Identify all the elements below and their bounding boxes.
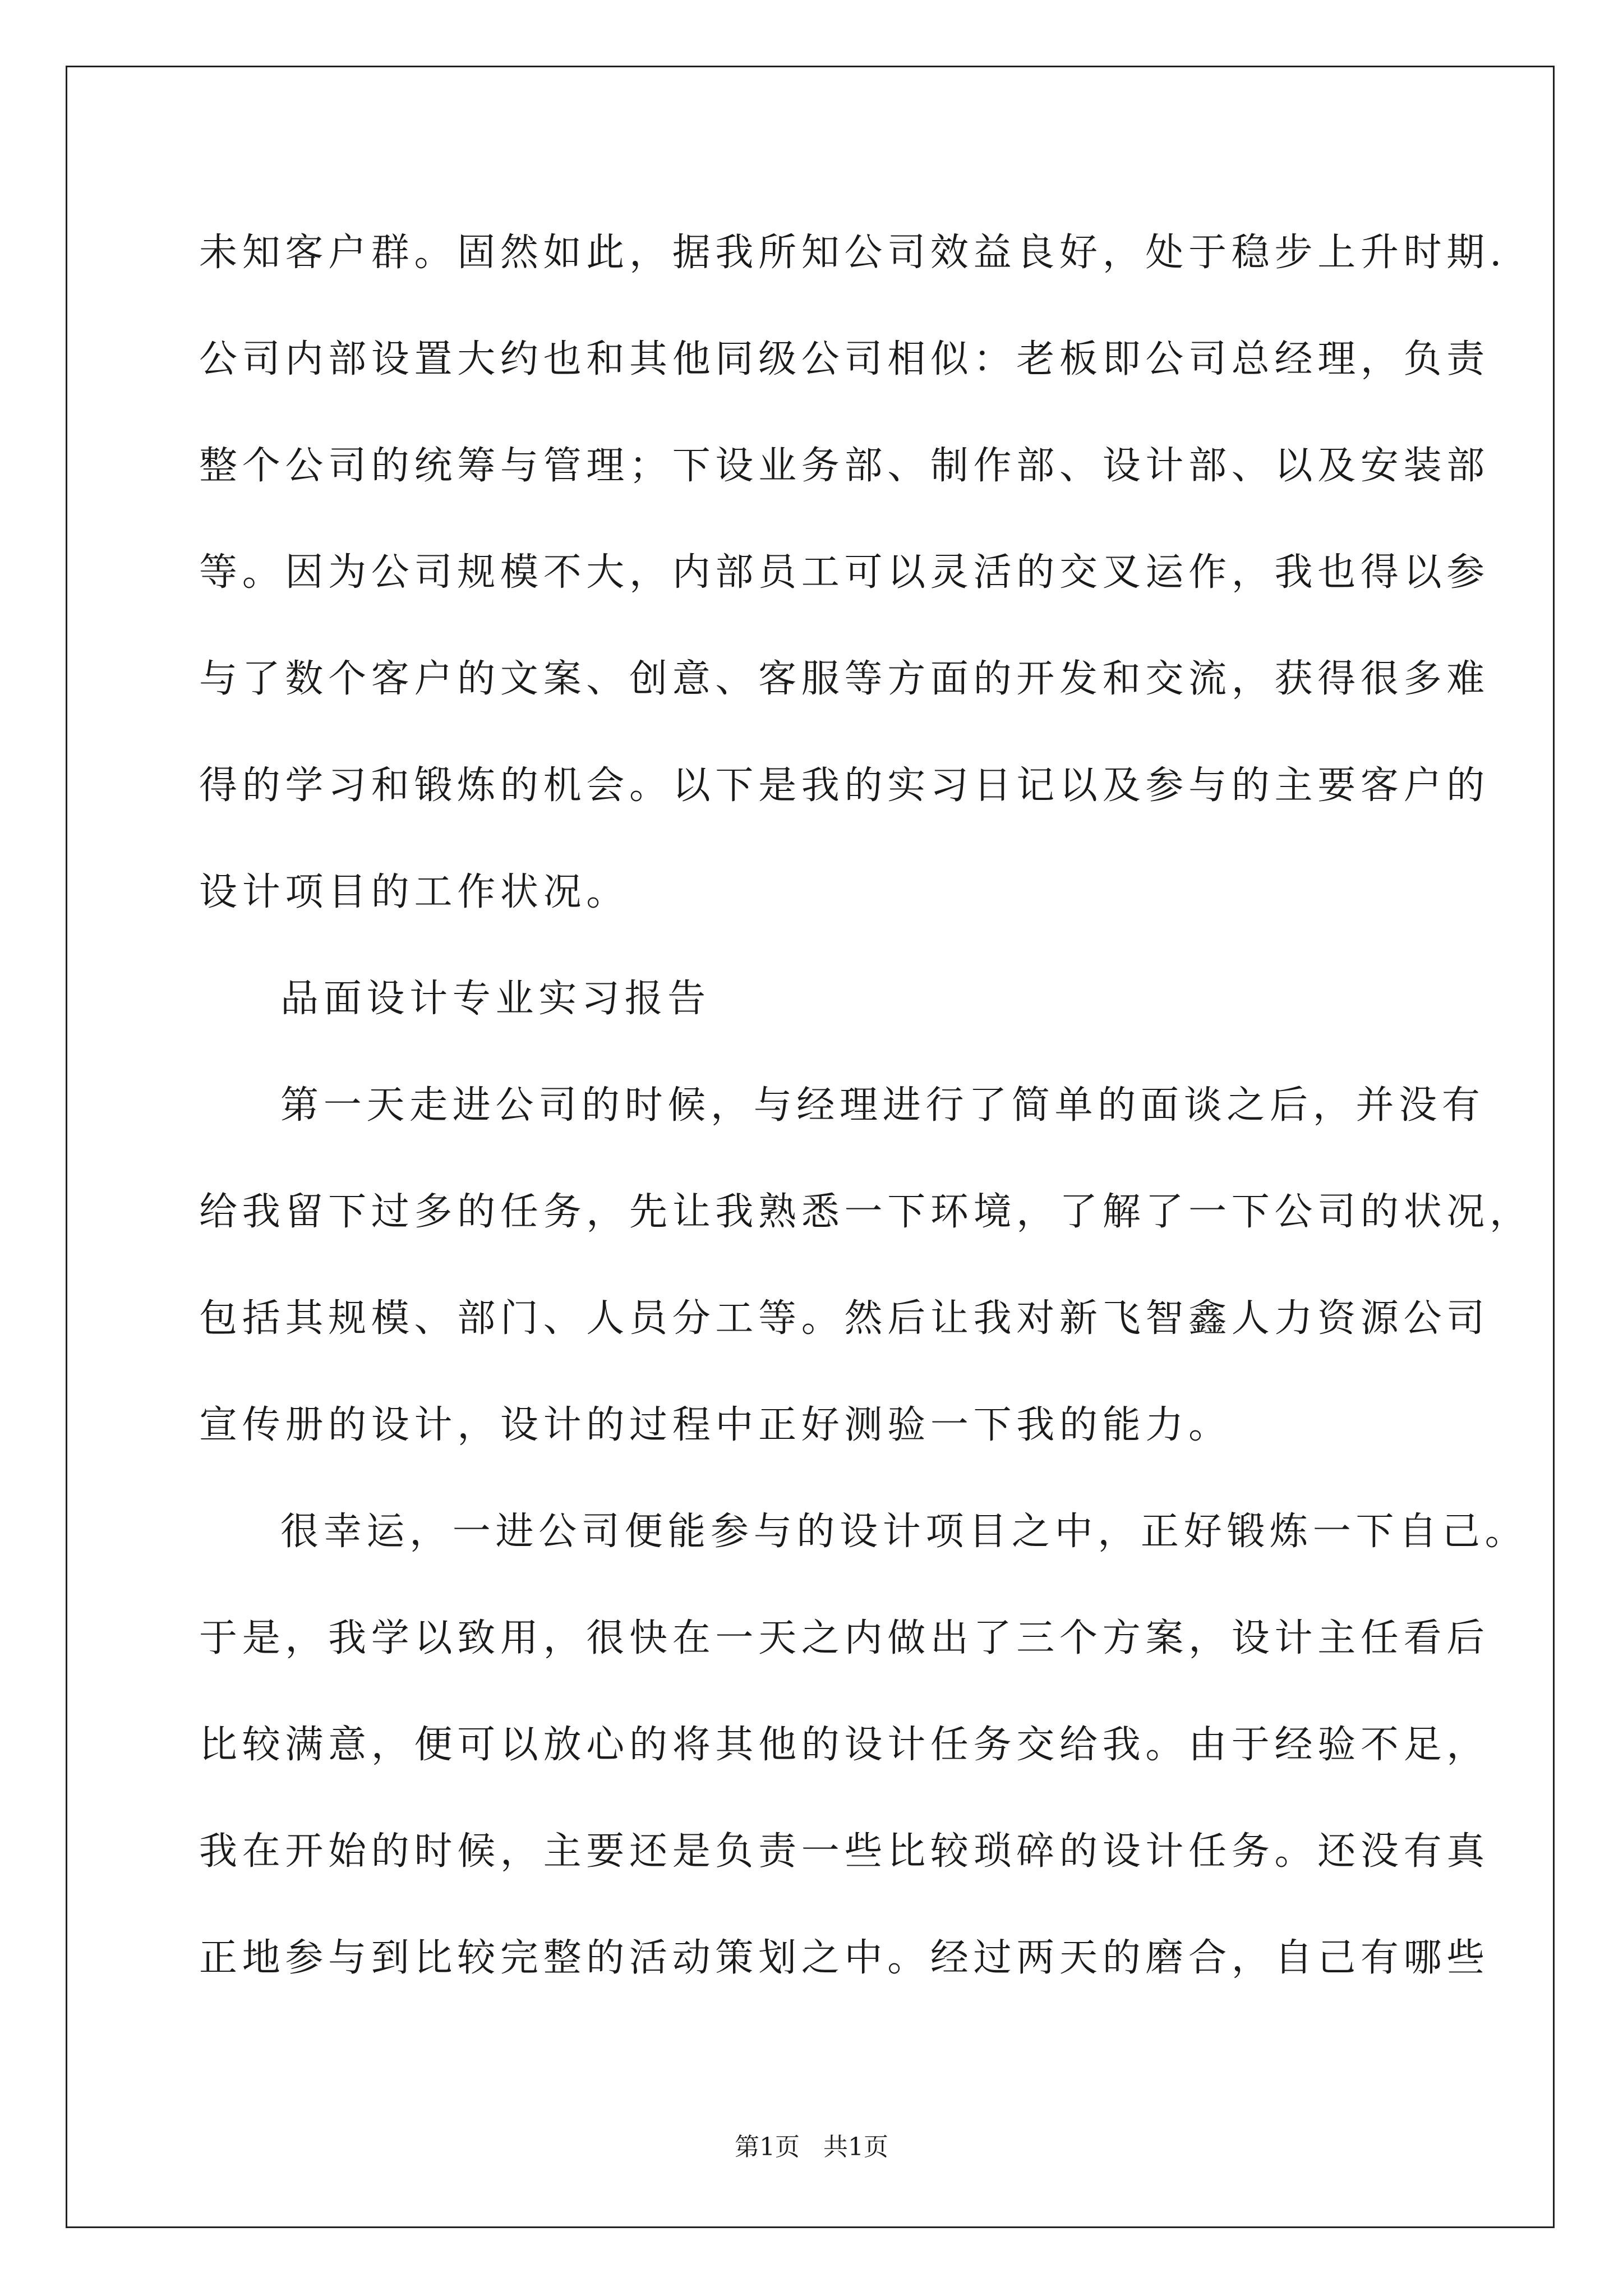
text-line: 于是，我学以致用，很快在一天之内做出了三个方案，设计主任看后	[199, 1616, 1490, 1660]
section-heading: 品面设计专业实习报告	[280, 977, 711, 1021]
page-border	[66, 66, 1555, 2228]
text-line: 正地参与到比较完整的活动策划之中。经过两天的磨合，自己有哪些	[199, 1936, 1490, 1980]
text-line: 很幸运，一进公司便能参与的设计项目之中，正好锻炼一下自己。	[280, 1510, 1528, 1554]
text-line: 宣传册的设计，设计的过程中正好测验一下我的能力。	[199, 1403, 1232, 1447]
text-line: 比较满意，便可以放心的将其他的设计任务交给我。由于经验不足，	[199, 1723, 1490, 1767]
text-line: 整个公司的统筹与管理；下设业务部、制作部、设计部、以及安装部	[199, 444, 1490, 488]
text-line: 我在开始的时候，主要还是负责一些比较琐碎的设计任务。还没有真	[199, 1829, 1490, 1874]
text-line: 设计项目的工作状况。	[199, 870, 630, 914]
text-line: 未知客户群。固然如此，据我所知公司效益良好，处于稳步上升时期.	[199, 231, 1507, 275]
text-line: 第一天走进公司的时候，与经理进行了简单的面谈之后，并没有	[280, 1083, 1485, 1128]
text-line: 与了数个客户的文案、创意、客服等方面的开发和交流，获得很多难	[199, 657, 1490, 701]
text-line: 等。因为公司规模不大，内部员工可以灵活的交叉运作，我也得以参	[199, 550, 1490, 595]
text-line: 给我留下过多的任务，先让我熟悉一下环境，了解了一下公司的状况，	[199, 1190, 1533, 1234]
page-number-footer: 第1页 共1页	[735, 2133, 888, 2161]
text-line: 公司内部设置大约也和其他同级公司相似：老板即公司总经理，负责	[199, 337, 1490, 381]
text-line: 得的学习和锻炼的机会。以下是我的实习日记以及参与的主要客户的	[199, 763, 1490, 808]
text-line: 包括其规模、部门、人员分工等。然后让我对新飞智鑫人力资源公司	[199, 1296, 1490, 1341]
